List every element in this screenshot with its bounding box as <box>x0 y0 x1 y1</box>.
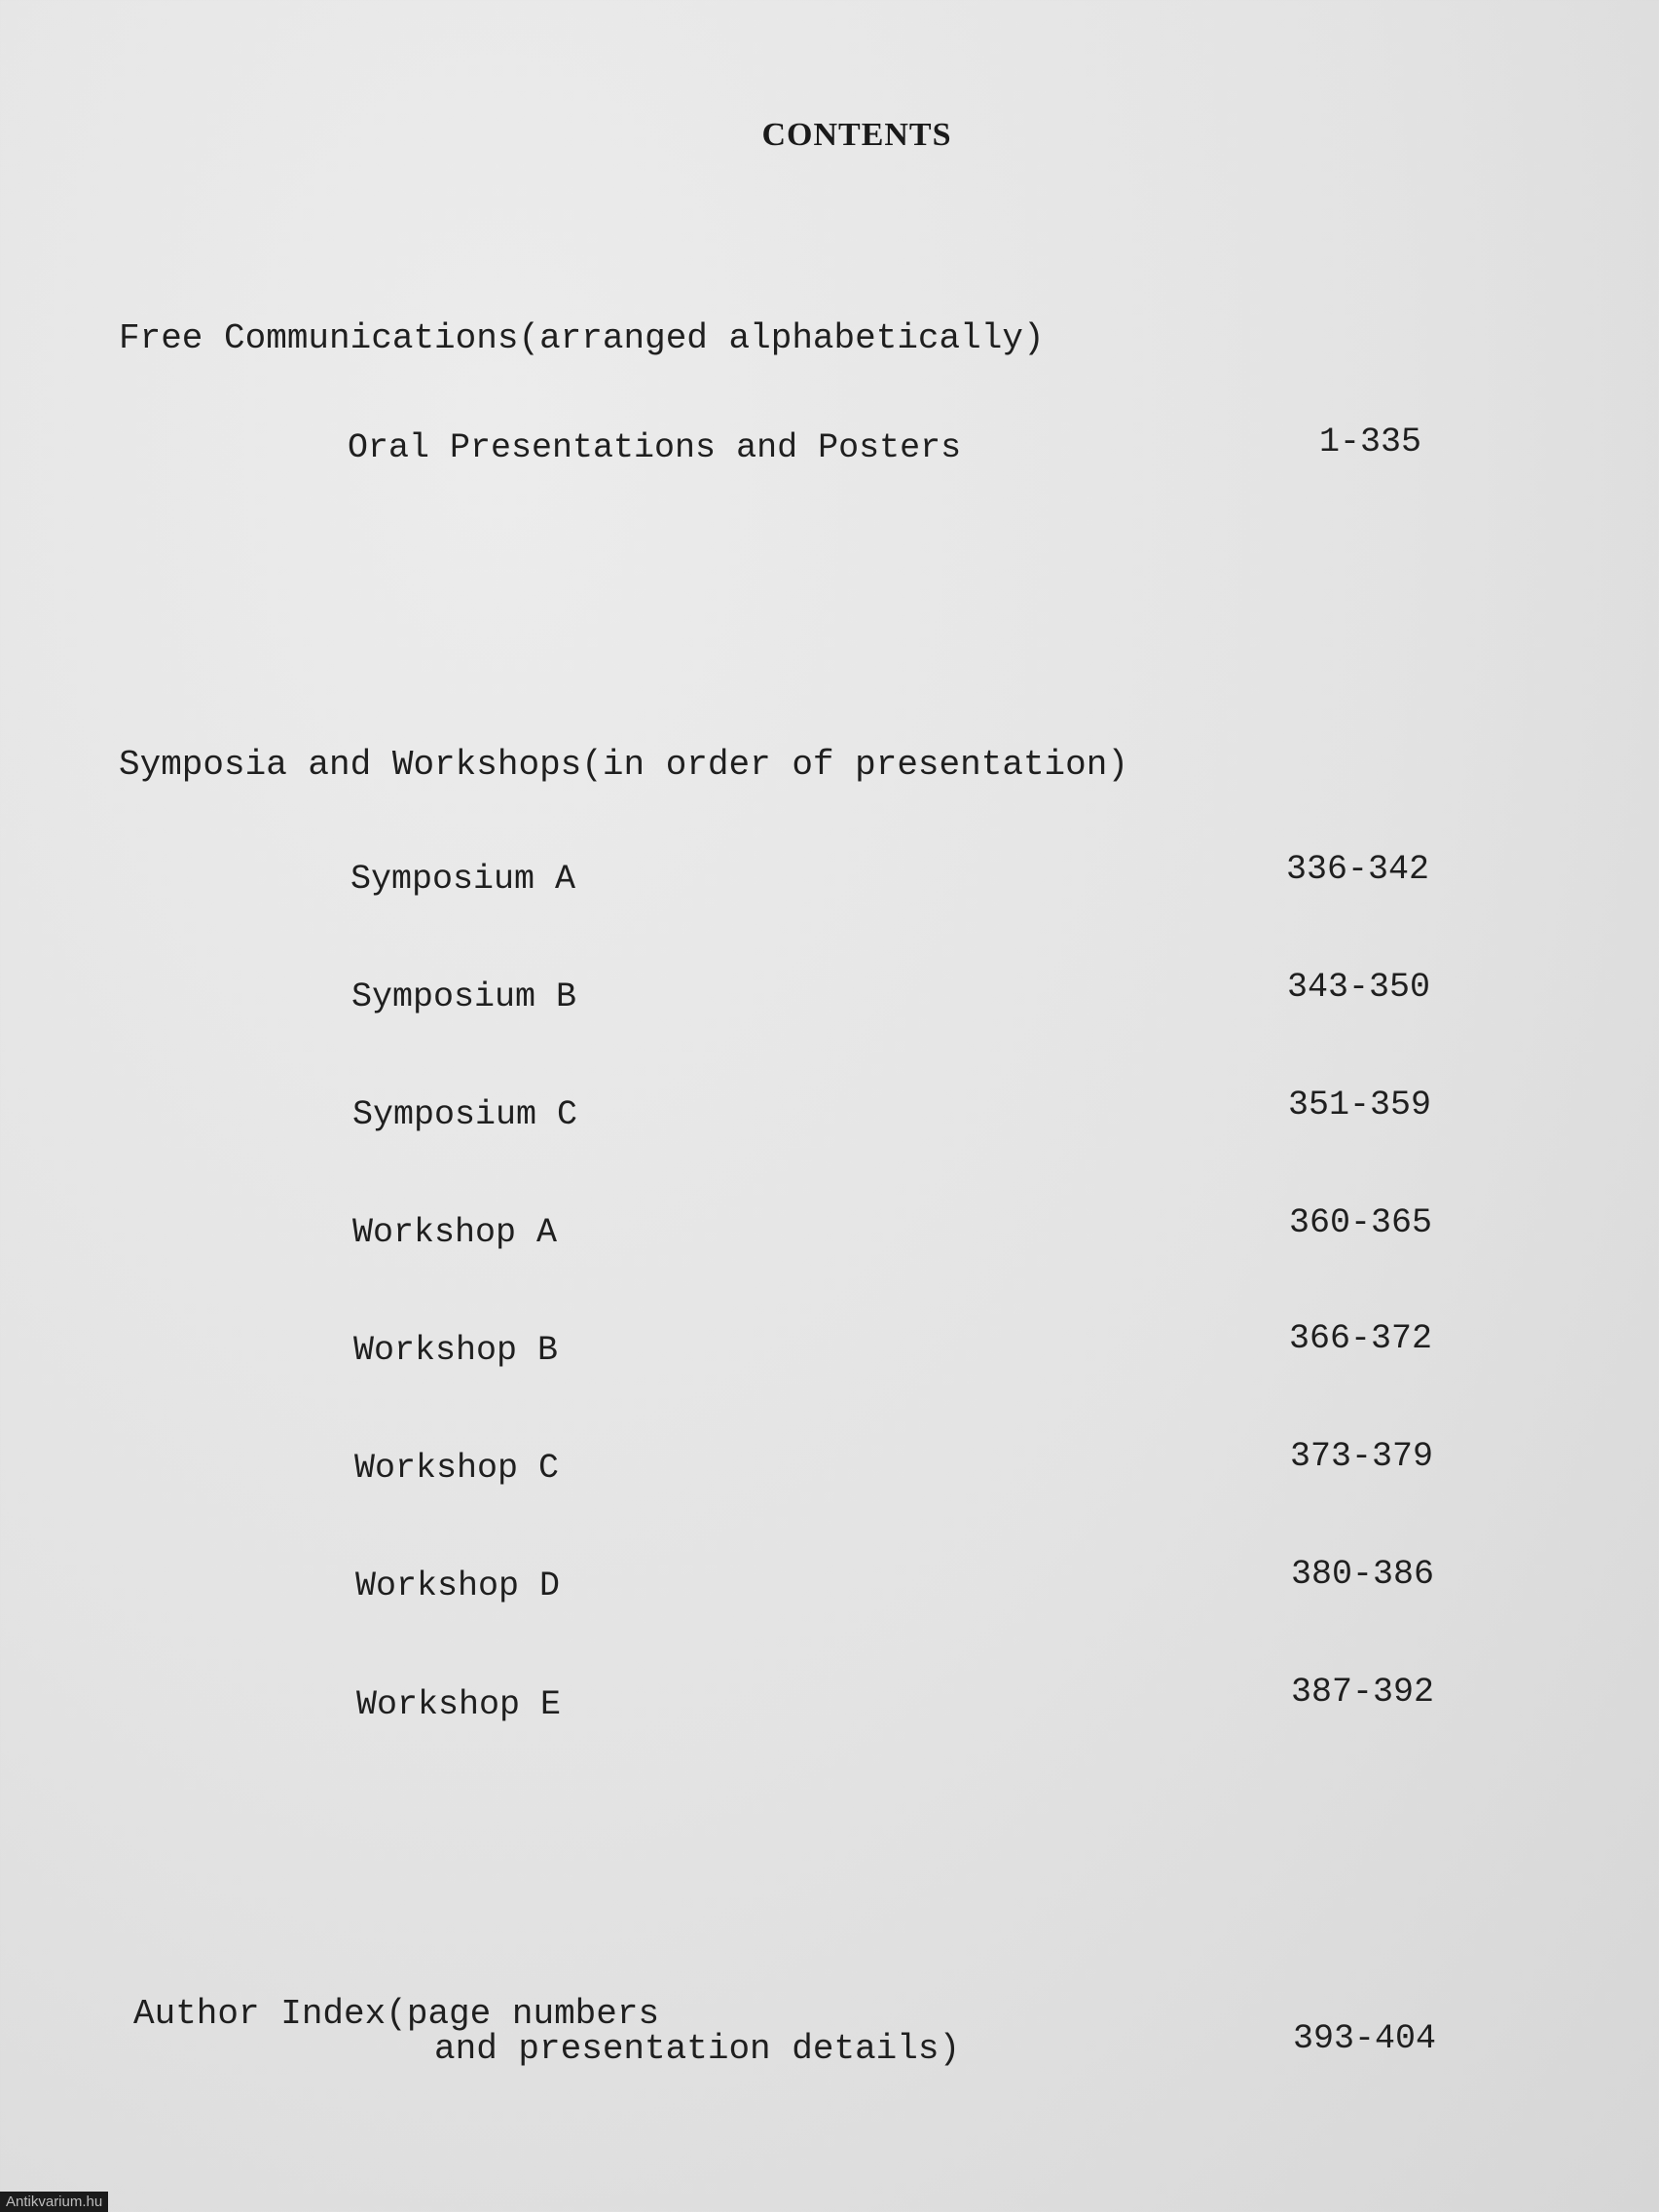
toc-entry-pages: 343-350 <box>1286 968 1430 1007</box>
toc-entry-pages: 360-365 <box>1288 1203 1432 1242</box>
toc-entry-label: Symposium B <box>351 977 577 1016</box>
toc-entry-pages: 336-342 <box>1285 850 1429 889</box>
toc-entry-label: Workshop D <box>355 1567 561 1605</box>
toc-entry-label: Workshop A <box>352 1213 558 1252</box>
toc-entry-label: Workshop E <box>356 1685 562 1724</box>
toc-entry-pages: 380-386 <box>1290 1555 1434 1594</box>
toc-entry-pages: 351-359 <box>1287 1086 1431 1124</box>
author-index-line2: and presentation details) <box>434 2029 961 2069</box>
toc-entry-pages: 1-335 <box>1318 423 1421 461</box>
toc-entry-label: Oral Presentations and Posters <box>348 428 962 467</box>
author-index-pages: 393-404 <box>1292 2019 1436 2058</box>
free-communications-heading: Free Communications(arranged alphabetically) <box>119 318 1045 358</box>
toc-entry-pages: 373-379 <box>1289 1437 1433 1476</box>
page-title: CONTENTS <box>761 117 952 153</box>
toc-entry-label: Symposium A <box>350 860 576 899</box>
toc-entry-pages: 387-392 <box>1290 1673 1434 1712</box>
author-index-line1: Author Index(page numbers <box>133 1994 660 2034</box>
symposia-heading: Symposia and Workshops(in order of presentation) <box>119 745 1128 785</box>
watermark-label: Antikvarium.hu <box>0 2192 108 2212</box>
toc-entry-pages: 366-372 <box>1288 1319 1432 1358</box>
toc-entry-label: Workshop C <box>354 1449 560 1488</box>
toc-entry-label: Symposium C <box>352 1095 578 1134</box>
toc-entry-label: Workshop B <box>353 1331 559 1370</box>
